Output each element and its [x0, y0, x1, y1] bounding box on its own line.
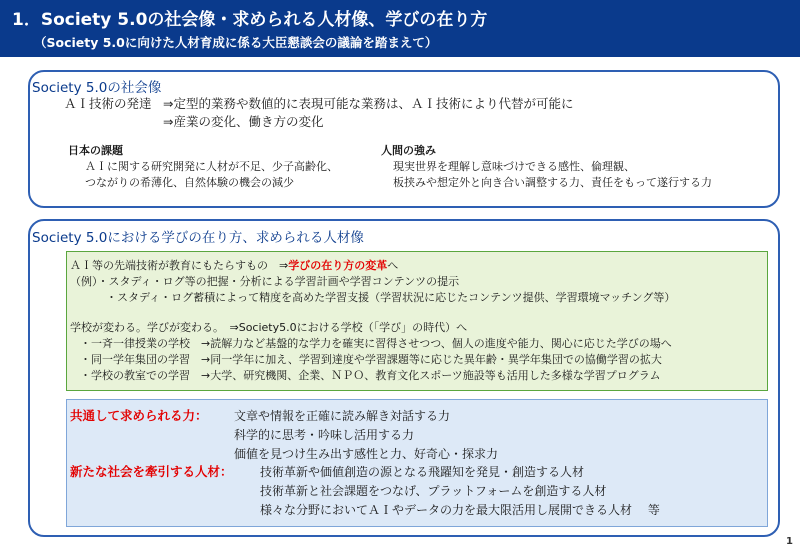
ai-education-line-2: （例）・スタディ・ログ等の把握・分析による学習計画や学習コンテンツの提示: [70, 275, 460, 288]
leading-talent-3: 様々な分野においてＡＩやデータの力を最大限活用し展開できる人材 等: [260, 503, 660, 517]
school-change-item-2: ・同一学年集団の学習 →同一学年に加え、学習到達度や学習課題等に応じた異年齢・異学年集団での協働学習の拡大: [80, 353, 662, 366]
common-ability-2: 科学的に思考・吟味し活用する力: [234, 428, 415, 442]
society-panel-title: Society 5.0の社会像: [32, 80, 162, 96]
japan-issues-title: 日本の課題: [68, 144, 123, 157]
leading-talent-label: 新たな社会を牽引する人材：: [70, 464, 233, 479]
page-title: 1．Society 5.0の社会像・求められる人材像、学びの在り方: [12, 10, 488, 30]
page-number: 1: [786, 536, 793, 547]
japan-issues-line-1: ＡＩに関する研究開発に人材が不足、少子高齢化、: [85, 160, 338, 173]
learning-panel-title: Society 5.0における学びの在り方、求められる人材像: [32, 230, 364, 246]
learning-reform-emphasis: 学びの在り方の変革: [288, 259, 388, 272]
common-abilities-label: 共通して求められる力：: [70, 408, 208, 423]
ai-education-line-3: ・スタディ・ログ蓄積によって精度を高めた学習支援（学習状況に応じたコンテンツ提供、学習環境マッチング等）: [106, 291, 676, 304]
school-change-item-3: ・学校の教室での学習 →大学、研究機関、企業、ＮＰＯ、教育文化スポーツ施設等も活用した多様な学習プログラム: [80, 369, 661, 382]
ai-line-1: ⇒定型的業務や数値的に表現可能な業務は、ＡＩ技術により代替が可能に: [163, 96, 574, 111]
leading-talent-2: 技術革新と社会課題をつなげ、プラットフォームを創造する人材: [260, 484, 607, 498]
common-ability-1: 文章や情報を正確に読み解き対話する力: [234, 409, 451, 423]
page-subtitle: （Society 5.0に向けた人材育成に係る大臣懇談会の議論を踏まえて）: [34, 35, 438, 50]
human-strengths-title: 人間の強み: [381, 144, 436, 157]
ai-label: ＡＩ技術の発達: [64, 96, 152, 111]
title-banner: [0, 0, 800, 57]
ai-education-line-1: ＡＩ等の先端技術が教育にもたらすもの ⇒学びの在り方の変革へ: [70, 259, 399, 272]
leading-talent-1: 技術革新や価値創造の源となる飛躍知を発見・創造する人材: [260, 465, 585, 479]
common-ability-3: 価値を見つけ生み出す感性と力、好奇心・探求力: [234, 447, 499, 461]
japan-issues-line-2: つながりの希薄化、自然体験の機会の減少: [85, 176, 294, 189]
human-strengths-line-1: 現実世界を理解し意味づけできる感性、倫理観、: [393, 160, 635, 173]
school-change-line: 学校が変わる。学びが変わる。 ⇒Society5.0における学校（「学び」の時代）へ: [70, 321, 468, 334]
school-change-item-1: ・一斉一律授業の学校 →読解力など基盤的な学力を確実に習得させつつ、個人の進度や能力、関心に応じた学びの場へ: [80, 337, 672, 350]
ai-line-2: ⇒産業の変化、働き方の変化: [163, 114, 324, 129]
human-strengths-line-2: 板挟みや想定外と向き合い調整する力、責任をもって遂行する力: [393, 176, 712, 189]
